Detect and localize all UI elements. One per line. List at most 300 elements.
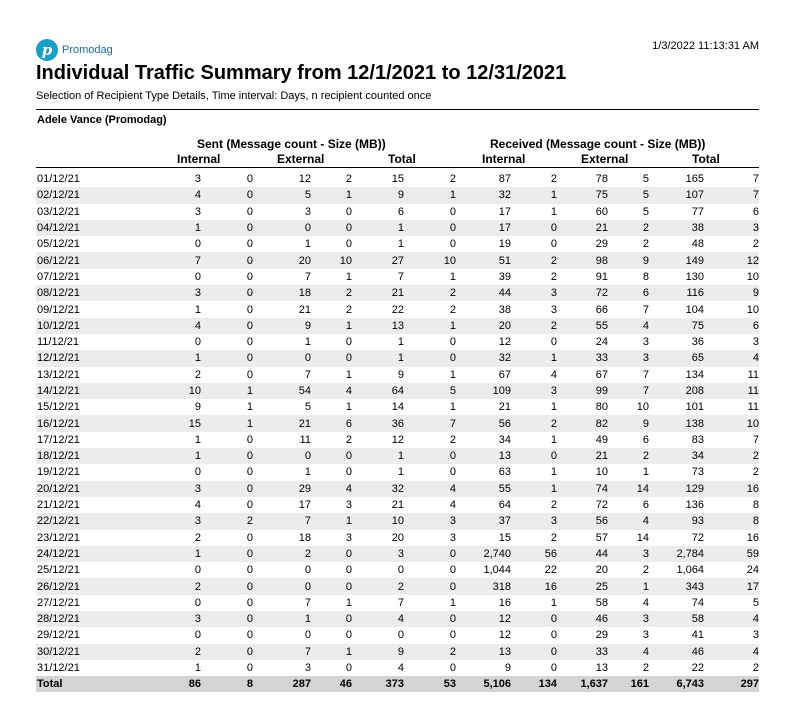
date-cell: 14/12/21 <box>36 383 124 399</box>
sent-total-count-cell: 0 <box>397 564 404 577</box>
sent-internal-size-cell: 1 <box>201 383 253 399</box>
table-row <box>36 415 759 431</box>
received-external-size-cell: 7 <box>608 383 649 399</box>
received-total-size-cell: 7 <box>752 173 759 186</box>
received-internal-count-cell: 12 <box>456 611 511 627</box>
received-internal-size-cell: 0 <box>550 238 557 251</box>
sent-internal-size-cell: 0 <box>246 662 253 675</box>
sent-total-size-cell: 2 <box>449 303 456 316</box>
date-cell: 27/12/21 <box>37 596 80 609</box>
sent-internal-size-cell: 0 <box>246 238 253 251</box>
received-external-size-cell: 1 <box>642 466 649 479</box>
received-internal-count-cell: 32 <box>456 350 511 366</box>
received-internal-count-cell: 38 <box>498 303 511 316</box>
date-cell: 21/12/21 <box>37 499 80 512</box>
sent-total-count-cell: 3 <box>352 546 404 562</box>
sent-internal-count-cell: 0 <box>194 629 201 642</box>
sent-internal-count-cell: 1 <box>194 433 201 446</box>
sent-external-size-cell: 2 <box>345 433 352 446</box>
received-total-count-cell: 6,743 <box>649 676 704 692</box>
received-external-count-cell: 56 <box>557 513 608 529</box>
sent-external-count-cell: 7 <box>253 513 311 529</box>
sent-internal-count-cell: 2 <box>194 368 201 381</box>
received-external-size-cell: 3 <box>642 629 649 642</box>
received-internal-count-cell: 34 <box>498 433 511 446</box>
received-external-count-cell: 21 <box>557 220 608 236</box>
received-external-count-cell: 66 <box>595 303 608 316</box>
received-total-size-cell: 10 <box>746 303 759 316</box>
received-internal-count-cell: 67 <box>498 368 511 381</box>
received-internal-count-cell: 19 <box>498 238 511 251</box>
sent-internal-size-cell: 0 <box>201 578 253 594</box>
received-total-size-cell: 8 <box>752 499 759 512</box>
sent-total-count-cell: 20 <box>391 531 404 544</box>
received-total-count-cell: 41 <box>691 629 704 642</box>
received-total-size-cell: 2 <box>704 448 759 464</box>
received-total-count-cell: 208 <box>649 383 704 399</box>
sent-total-count-cell: 64 <box>352 383 404 399</box>
sent-external-count-cell: 7 <box>304 270 311 283</box>
date-cell: 13/12/21 <box>37 368 80 381</box>
table-row <box>36 301 759 317</box>
sent-total-count-cell: 0 <box>397 629 404 642</box>
sent-total-size-cell: 53 <box>404 676 456 692</box>
received-total-size-cell: 16 <box>746 531 759 544</box>
received-internal-count-cell: 20 <box>456 318 511 334</box>
sent-internal-size-cell: 0 <box>246 466 253 479</box>
table-row <box>36 513 759 529</box>
received-internal-size-cell: 1 <box>550 401 557 414</box>
date-cell: 20/12/21 <box>36 481 124 497</box>
date-cell: 31/12/21 <box>37 662 80 675</box>
sent-external-size-cell: 10 <box>311 252 352 268</box>
sent-external-size-cell: 0 <box>345 466 352 479</box>
received-internal-count-cell: 12 <box>498 629 511 642</box>
sent-external-count-cell: 12 <box>298 173 311 186</box>
sent-internal-size-cell: 0 <box>201 187 253 203</box>
received-internal-count-cell: 16 <box>498 596 511 609</box>
received-total-count-cell: 36 <box>691 336 704 349</box>
received-external-count-cell: 49 <box>595 433 608 446</box>
sent-internal-size-cell: 0 <box>201 252 253 268</box>
date-cell: 29/12/21 <box>37 629 80 642</box>
sent-internal-count-cell: 3 <box>124 285 201 301</box>
table-row <box>36 497 759 513</box>
received-total-size-cell: 24 <box>746 564 759 577</box>
date-cell: 16/12/21 <box>36 415 124 431</box>
sent-external-count-cell: 0 <box>253 350 311 366</box>
table-row <box>36 644 759 660</box>
sent-internal-count-cell: 2 <box>124 644 201 660</box>
received-total-count-cell: 77 <box>691 205 704 218</box>
received-total-count-cell: 101 <box>685 401 704 414</box>
received-total-size-cell: 8 <box>704 513 759 529</box>
received-external-size-cell: 8 <box>642 270 649 283</box>
sent-internal-size-cell: 0 <box>246 205 253 218</box>
received-total-size-cell: 3 <box>752 629 759 642</box>
received-external-count-cell: 13 <box>595 662 608 675</box>
header-divider <box>36 109 759 110</box>
received-total-count-cell: 104 <box>685 303 704 316</box>
table-row <box>36 562 759 578</box>
sent-external-count-cell: 18 <box>253 285 311 301</box>
received-external-size-cell: 3 <box>642 336 649 349</box>
recipient-name: Adele Vance (Promodag) <box>37 114 167 126</box>
sent-internal-size-cell: 0 <box>201 318 253 334</box>
date-cell: 17/12/21 <box>37 433 80 446</box>
received-external-count-cell: 29 <box>595 238 608 251</box>
received-external-count-cell: 74 <box>557 481 608 497</box>
sent-external-count-cell: 1 <box>304 336 311 349</box>
received-internal-size-cell: 1 <box>511 187 557 203</box>
sent-internal-size-cell: 2 <box>201 513 253 529</box>
table-row <box>36 481 759 497</box>
sent-internal-count-cell: 0 <box>194 270 201 283</box>
sent-external-size-cell: 0 <box>345 662 352 675</box>
table-row <box>36 220 759 236</box>
received-external-size-cell: 2 <box>642 662 649 675</box>
received-total-count-cell: 75 <box>649 318 704 334</box>
date-cell: 11/12/21 <box>37 336 80 349</box>
received-external-count-cell: 57 <box>595 531 608 544</box>
received-internal-count-cell: 56 <box>456 415 511 431</box>
received-external-count-cell: 29 <box>595 629 608 642</box>
sent-internal-count-cell: 1 <box>124 350 201 366</box>
sent-total-count-cell: 9 <box>352 187 404 203</box>
sent-total-count-cell: 1 <box>352 448 404 464</box>
received-total-size-cell: 6 <box>704 318 759 334</box>
table-row <box>36 383 759 399</box>
sent-total-count-cell: 1 <box>352 220 404 236</box>
received-total-size-cell: 4 <box>704 644 759 660</box>
received-internal-size-cell: 4 <box>550 368 557 381</box>
sent-external-count-cell: 0 <box>304 564 311 577</box>
received-external-size-cell: 3 <box>608 350 649 366</box>
sent-internal-count-cell: 9 <box>194 401 201 414</box>
sent-external-size-cell: 1 <box>311 318 352 334</box>
sent-external-size-cell: 3 <box>345 499 352 512</box>
sent-total-size-cell: 1 <box>449 401 456 414</box>
received-internal-size-cell: 0 <box>550 662 557 675</box>
sent-external-count-cell: 21 <box>298 303 311 316</box>
received-internal-size-cell: 2 <box>550 270 557 283</box>
sent-external-size-cell: 0 <box>345 564 352 577</box>
received-internal-count-cell: 32 <box>456 187 511 203</box>
sent-total-size-cell: 0 <box>449 564 456 577</box>
table-row <box>36 546 759 562</box>
received-external-size-cell: 4 <box>608 644 649 660</box>
date-cell: 19/12/21 <box>37 466 80 479</box>
date-cell: 18/12/21 <box>36 448 124 464</box>
received-external-count-cell: 55 <box>557 318 608 334</box>
sent-internal-count-cell: 0 <box>194 336 201 349</box>
sent-total-size-cell: 0 <box>449 662 456 675</box>
received-total-count-cell: 48 <box>691 238 704 251</box>
received-total-header: Total <box>692 152 720 166</box>
received-external-count-cell: 33 <box>557 644 608 660</box>
sent-total-count-cell: 1 <box>397 238 404 251</box>
sent-external-count-cell: 7 <box>253 644 311 660</box>
sent-internal-size-cell: 0 <box>201 546 253 562</box>
sent-external-size-cell: 1 <box>345 596 352 609</box>
sent-internal-count-cell: 0 <box>194 596 201 609</box>
sent-external-count-cell: 2 <box>253 546 311 562</box>
sent-internal-count-cell: 0 <box>194 564 201 577</box>
sent-total-count-cell: 373 <box>352 676 404 692</box>
received-external-size-cell: 4 <box>642 596 649 609</box>
received-external-count-cell: 58 <box>595 596 608 609</box>
sent-total-count-cell: 27 <box>352 252 404 268</box>
sent-total-size-cell: 1 <box>449 270 456 283</box>
sent-internal-count-cell: 7 <box>124 252 201 268</box>
date-cell: 15/12/21 <box>37 401 80 414</box>
sent-external-count-cell: 21 <box>253 415 311 431</box>
received-external-count-cell: 10 <box>595 466 608 479</box>
received-internal-count-cell: 5,106 <box>456 676 511 692</box>
promodag-logo <box>36 39 113 61</box>
received-total-size-cell: 6 <box>752 205 759 218</box>
sent-external-count-cell: 5 <box>253 187 311 203</box>
received-group-header: Received (Message count - Size (MB)) <box>490 137 706 151</box>
received-external-count-cell: 21 <box>557 448 608 464</box>
sent-total-size-cell: 3 <box>449 531 456 544</box>
report-timestamp: 1/3/2022 11:13:31 AM <box>652 40 759 52</box>
received-internal-size-cell: 56 <box>511 546 557 562</box>
sent-external-count-cell: 287 <box>253 676 311 692</box>
sent-external-size-cell: 0 <box>345 629 352 642</box>
sent-internal-size-cell: 0 <box>246 564 253 577</box>
table-row <box>36 285 759 301</box>
sent-total-size-cell: 0 <box>404 546 456 562</box>
sent-internal-count-cell: 3 <box>124 513 201 529</box>
received-external-size-cell: 161 <box>608 676 649 692</box>
sent-total-size-cell: 0 <box>404 611 456 627</box>
sent-external-size-cell: 1 <box>311 513 352 529</box>
table-row <box>36 611 759 627</box>
sent-total-count-cell: 13 <box>352 318 404 334</box>
received-total-count-cell: 136 <box>685 499 704 512</box>
received-total-size-cell: 12 <box>704 252 759 268</box>
sent-internal-count-cell: 4 <box>194 499 201 512</box>
received-internal-size-cell: 0 <box>550 336 557 349</box>
column-header-divider <box>36 167 759 168</box>
received-external-count-cell: 44 <box>557 546 608 562</box>
sent-internal-size-cell: 0 <box>246 270 253 283</box>
received-total-count-cell: 134 <box>685 368 704 381</box>
sent-internal-header: Internal <box>177 152 221 166</box>
sent-internal-size-cell: 1 <box>246 401 253 414</box>
sent-total-count-cell: 32 <box>352 481 404 497</box>
table-row <box>36 595 759 611</box>
received-total-size-cell: 2 <box>752 466 759 479</box>
sent-internal-size-cell: 0 <box>246 499 253 512</box>
received-internal-size-cell: 1 <box>550 205 557 218</box>
received-total-size-cell: 297 <box>704 676 759 692</box>
received-total-count-cell: 130 <box>685 270 704 283</box>
received-internal-count-cell: 37 <box>456 513 511 529</box>
sent-internal-size-cell: 0 <box>201 644 253 660</box>
table-row <box>36 269 759 285</box>
sent-total-count-cell: 9 <box>397 368 404 381</box>
table-row <box>36 627 759 643</box>
received-external-count-cell: 20 <box>595 564 608 577</box>
date-cell: 28/12/21 <box>36 611 124 627</box>
date-cell: 05/12/21 <box>37 238 80 251</box>
sent-total-size-cell: 0 <box>404 350 456 366</box>
received-total-count-cell: 165 <box>685 173 704 186</box>
received-total-size-cell: 10 <box>704 415 759 431</box>
received-internal-count-cell: 13 <box>456 644 511 660</box>
received-total-size-cell: 4 <box>704 611 759 627</box>
report-title: Individual Traffic Summary from 12/1/2021 to 12/31/2021 <box>36 62 567 84</box>
sent-external-count-cell: 1 <box>253 611 311 627</box>
sent-external-size-cell: 6 <box>311 415 352 431</box>
sent-internal-count-cell: 4 <box>124 187 201 203</box>
received-total-count-cell: 72 <box>691 531 704 544</box>
received-internal-size-cell: 3 <box>511 383 557 399</box>
received-internal-count-cell: 44 <box>456 285 511 301</box>
sent-total-count-cell: 4 <box>352 611 404 627</box>
sent-external-size-cell: 1 <box>345 270 352 283</box>
sent-total-count-cell: 10 <box>352 513 404 529</box>
received-external-size-cell: 3 <box>608 546 649 562</box>
sent-internal-size-cell: 0 <box>201 350 253 366</box>
received-external-size-cell: 2 <box>608 220 649 236</box>
sent-external-size-cell: 46 <box>311 676 352 692</box>
sent-external-count-cell: 0 <box>304 629 311 642</box>
sent-external-count-cell: 11 <box>299 433 311 446</box>
received-total-size-cell: 17 <box>704 578 759 594</box>
table-row <box>36 464 759 480</box>
table-row <box>36 448 759 464</box>
table-row <box>36 318 759 334</box>
table-row <box>36 399 759 415</box>
received-total-count-cell: 107 <box>649 187 704 203</box>
sent-group-header: Sent (Message count - Size (MB)) <box>197 137 386 151</box>
received-external-size-cell: 2 <box>608 448 649 464</box>
received-external-count-cell: 60 <box>595 205 608 218</box>
sent-external-size-cell: 1 <box>311 644 352 660</box>
received-external-size-cell: 9 <box>608 415 649 431</box>
received-internal-size-cell: 16 <box>511 578 557 594</box>
table-row <box>36 252 759 268</box>
sent-internal-count-cell: 1 <box>194 303 201 316</box>
received-total-size-cell: 10 <box>746 270 759 283</box>
received-internal-size-cell: 1 <box>550 433 557 446</box>
date-cell: 30/12/21 <box>36 644 124 660</box>
received-internal-count-cell: 13 <box>456 448 511 464</box>
table-row <box>36 334 759 350</box>
brand-name: Promodag <box>62 44 113 56</box>
sent-internal-count-cell: 1 <box>124 220 201 236</box>
received-total-size-cell: 2 <box>752 662 759 675</box>
sent-internal-size-cell: 0 <box>201 220 253 236</box>
table-row <box>36 367 759 383</box>
sent-total-count-cell: 21 <box>391 499 404 512</box>
received-total-size-cell: 5 <box>752 596 759 609</box>
received-external-size-cell: 6 <box>642 499 649 512</box>
received-internal-size-cell: 0 <box>550 629 557 642</box>
sent-external-count-cell: 3 <box>304 662 311 675</box>
sent-total-size-cell: 4 <box>449 499 456 512</box>
sent-external-size-cell: 4 <box>311 383 352 399</box>
total-label: Total <box>36 676 124 692</box>
sent-total-size-cell: 1 <box>449 596 456 609</box>
received-external-count-cell: 72 <box>595 499 608 512</box>
sent-internal-size-cell: 0 <box>246 629 253 642</box>
date-cell: 01/12/21 <box>37 173 80 186</box>
received-internal-count-cell: 15 <box>498 531 511 544</box>
sent-external-count-cell: 5 <box>304 401 311 414</box>
promodag-logo-icon: p <box>36 39 58 61</box>
date-cell: 08/12/21 <box>36 285 124 301</box>
received-external-count-cell: 91 <box>595 270 608 283</box>
sent-external-count-cell: 20 <box>253 252 311 268</box>
received-internal-size-cell: 2 <box>550 531 557 544</box>
received-external-size-cell: 10 <box>636 401 649 414</box>
sent-external-size-cell: 0 <box>311 350 352 366</box>
received-external-count-cell: 25 <box>557 578 608 594</box>
received-external-count-cell: 98 <box>557 252 608 268</box>
received-internal-size-cell: 2 <box>550 499 557 512</box>
received-internal-count-cell: 64 <box>498 499 511 512</box>
received-internal-size-cell: 22 <box>544 564 557 577</box>
received-external-count-cell: 80 <box>595 401 608 414</box>
sent-internal-size-cell: 0 <box>246 173 253 186</box>
received-total-size-cell: 2 <box>752 238 759 251</box>
table-row <box>36 236 759 252</box>
received-internal-count-cell: 318 <box>456 578 511 594</box>
date-cell: 03/12/21 <box>37 205 80 218</box>
sent-internal-count-cell: 3 <box>124 481 201 497</box>
table-row <box>36 350 759 366</box>
sent-total-size-cell: 1 <box>449 368 456 381</box>
sent-internal-count-cell: 86 <box>124 676 201 692</box>
sent-external-size-cell: 2 <box>345 173 352 186</box>
sent-external-header: External <box>277 152 325 166</box>
received-external-count-cell: 99 <box>557 383 608 399</box>
date-cell: 25/12/21 <box>37 564 80 577</box>
received-internal-count-cell: 2,740 <box>456 546 511 562</box>
sent-external-count-cell: 0 <box>253 448 311 464</box>
received-external-size-cell: 5 <box>642 173 649 186</box>
received-external-count-cell: 67 <box>595 368 608 381</box>
sent-total-count-cell: 21 <box>352 285 404 301</box>
sent-total-size-cell: 7 <box>404 415 456 431</box>
received-external-size-cell: 7 <box>642 303 649 316</box>
sent-total-size-cell: 2 <box>449 173 456 186</box>
sent-internal-size-cell: 1 <box>201 415 253 431</box>
received-internal-count-cell: 9 <box>504 662 511 675</box>
received-external-size-cell: 2 <box>642 238 649 251</box>
sent-external-size-cell: 1 <box>345 401 352 414</box>
sent-external-count-cell: 0 <box>253 220 311 236</box>
received-internal-count-cell: 12 <box>498 336 511 349</box>
sent-total-count-cell: 9 <box>352 644 404 660</box>
received-internal-size-cell: 0 <box>511 220 557 236</box>
received-total-size-cell: 11 <box>704 383 759 399</box>
sent-external-count-cell: 29 <box>253 481 311 497</box>
received-total-size-cell: 3 <box>704 220 759 236</box>
sent-total-count-cell: 36 <box>352 415 404 431</box>
table-row <box>36 432 759 448</box>
received-external-count-cell: 82 <box>557 415 608 431</box>
received-external-size-cell: 7 <box>642 368 649 381</box>
received-total-size-cell: 11 <box>747 401 759 414</box>
received-external-count-cell: 24 <box>595 336 608 349</box>
received-external-size-cell: 4 <box>608 513 649 529</box>
sent-external-size-cell: 0 <box>311 448 352 464</box>
